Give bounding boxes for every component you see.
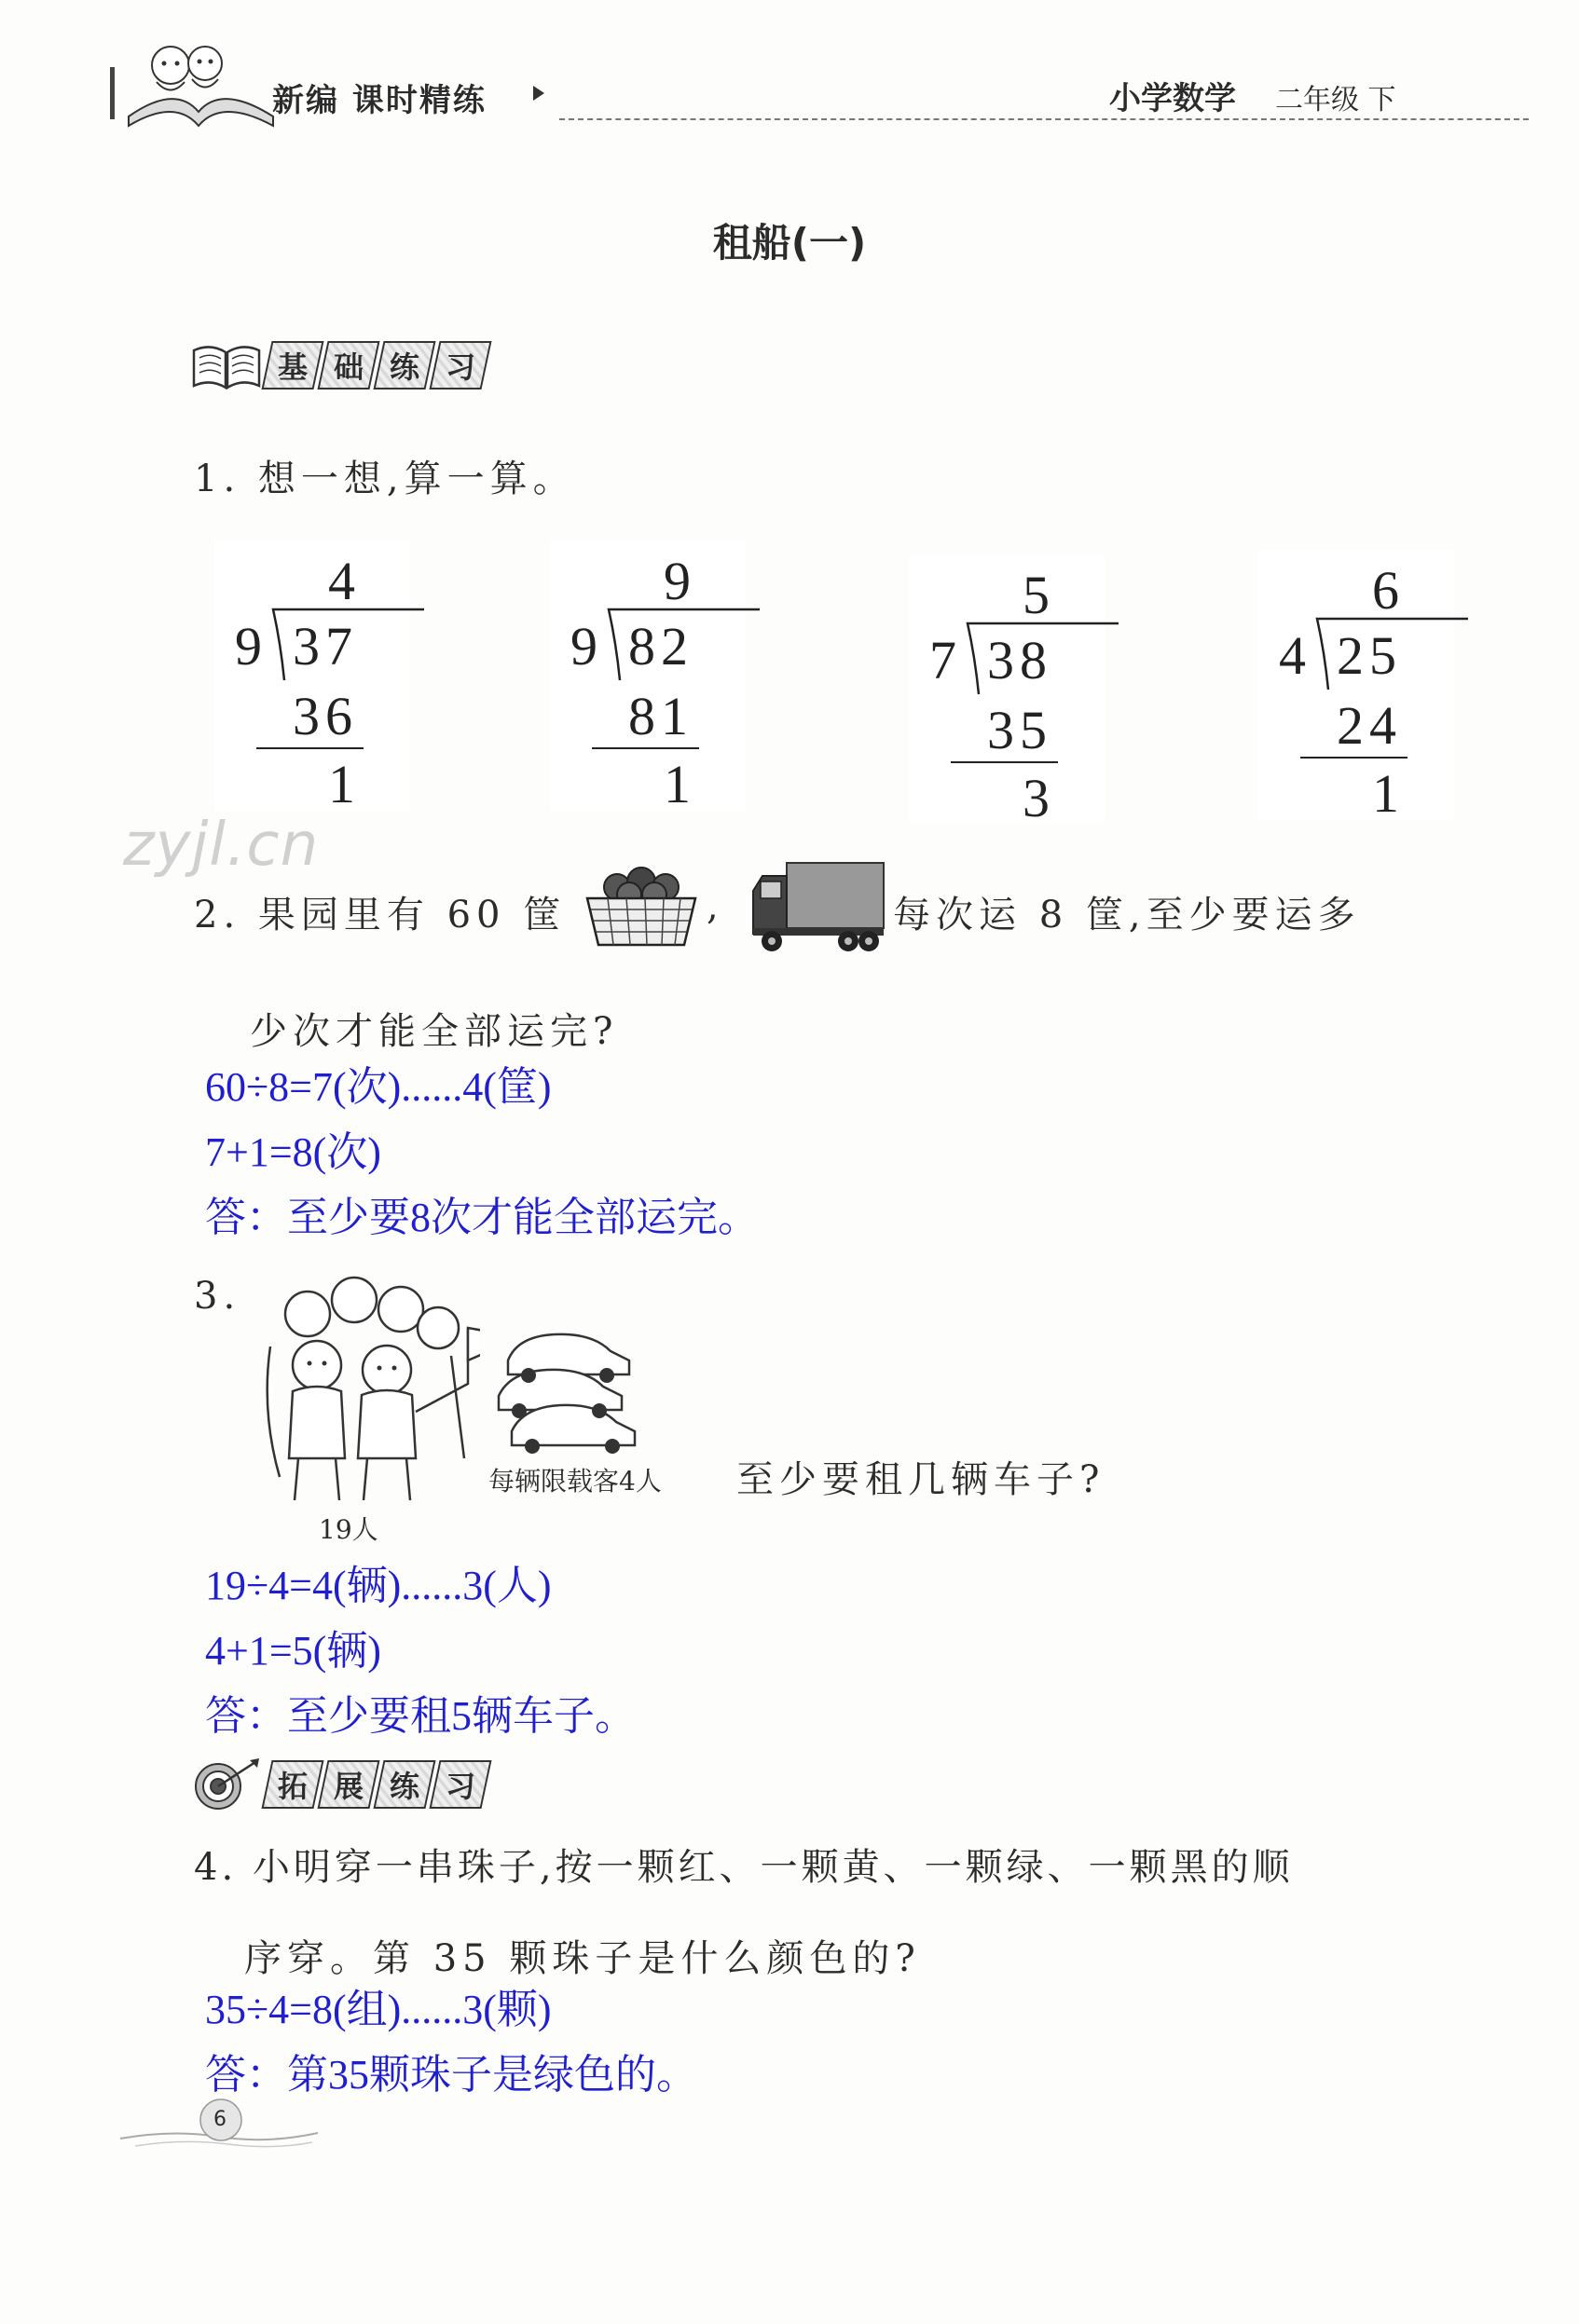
truck-icon (748, 857, 887, 954)
q3-number: 3. (194, 1275, 241, 1318)
q2-text-part1: 2. 果园里有 60 筐 (194, 894, 567, 936)
header-series-title: 新编 课时精练 (272, 82, 487, 119)
cars-group-illustration (489, 1323, 643, 1454)
subtraction-line (1300, 757, 1407, 759)
header-dashed-line (559, 118, 1529, 120)
remainder: 1 (664, 754, 691, 814)
header-subject: 小学数学 (1109, 80, 1236, 117)
quotient: 9 (664, 551, 691, 611)
watermark: zyjl.cn (123, 811, 320, 880)
header-book-illustration (119, 28, 278, 130)
q3-answer-line1: 19÷4=4(辆)......3(人) (205, 1563, 552, 1608)
header-bar (110, 67, 115, 119)
badge-char: 拓 (261, 1760, 323, 1809)
divisor: 9 (235, 616, 262, 677)
page-title: 租船(一) (712, 220, 867, 266)
header-grade: 二年级 下 (1275, 84, 1396, 116)
header-arrow-icon (533, 86, 544, 101)
badge-char: 础 (317, 341, 379, 390)
quotient: 5 (1023, 565, 1050, 625)
badge-char: 基 (261, 341, 323, 390)
q2-comma: , (707, 885, 724, 928)
divisor: 9 (570, 616, 597, 677)
quotient: 4 (328, 551, 355, 611)
remainder: 3 (1023, 768, 1050, 828)
dividend: 37 (293, 616, 358, 677)
q3-answer-line3: 答：至少要租5辆车子。 (205, 1693, 636, 1739)
q4-answer-line1: 35÷4=8(组)......3(颗) (205, 1987, 552, 2032)
product: 36 (293, 686, 358, 746)
dividend: 38 (987, 630, 1052, 690)
q2-answer-line1: 60÷8=7(次)......4(筐) (205, 1064, 552, 1110)
subtraction-line (951, 761, 1058, 763)
remainder: 1 (1372, 763, 1399, 824)
q2-text-line2: 少次才能全部运完? (250, 1010, 619, 1053)
dividend: 82 (628, 616, 693, 677)
q4-text-line1: 4. 小明穿一串珠子,按一颗红、一颗黄、一颗绿、一颗黑的顺 (194, 1846, 1294, 1889)
q3-question: 至少要租几辆车子? (736, 1458, 1105, 1501)
q3-car-label: 每辆限载客4人 (488, 1466, 662, 1497)
badge-char: 展 (317, 1760, 379, 1809)
q2-text-part2: 每次运 8 筐,至少要运多 (893, 894, 1361, 936)
q1-prompt: 1. 想一想,算一算。 (194, 458, 576, 500)
q3-answer-line2: 4+1=5(辆) (205, 1628, 381, 1674)
quotient: 6 (1372, 560, 1399, 621)
page-number: 6 (213, 2108, 227, 2131)
apple-basket-icon (580, 857, 703, 950)
children-group-illustration (252, 1272, 480, 1505)
subtraction-line (256, 747, 364, 749)
subtraction-line (592, 747, 699, 749)
dividend: 25 (1337, 625, 1402, 686)
divisor: 4 (1279, 625, 1306, 686)
q2-answer-line3: 答：至少要8次才能全部运完。 (205, 1195, 759, 1240)
badge-char: 练 (373, 1760, 435, 1809)
badge-char: 练 (373, 341, 435, 390)
remainder: 1 (328, 754, 355, 814)
q2-answer-line2: 7+1=8(次) (205, 1129, 381, 1175)
long-division-1 (214, 540, 410, 814)
q4-answer-line2: 答：第35颗珠子是绿色的。 (205, 2052, 697, 2098)
long-division-3 (909, 554, 1105, 828)
q4-text-line2: 序穿。第 35 颗珠子是什么颜色的? (244, 1937, 921, 1980)
badge-char: 习 (429, 1760, 491, 1809)
badge-char: 习 (429, 341, 491, 390)
open-book-icon (190, 337, 263, 393)
section-badge-extended (190, 1759, 490, 1810)
long-division-2 (550, 540, 746, 814)
long-division-4 (1258, 550, 1454, 824)
product: 81 (628, 686, 693, 746)
target-icon (190, 1757, 263, 1812)
section-badge-basic (190, 340, 490, 390)
divisor: 7 (929, 630, 956, 690)
q3-people-label: 19人 (319, 1514, 378, 1545)
product: 35 (987, 700, 1052, 760)
product: 24 (1337, 695, 1402, 756)
